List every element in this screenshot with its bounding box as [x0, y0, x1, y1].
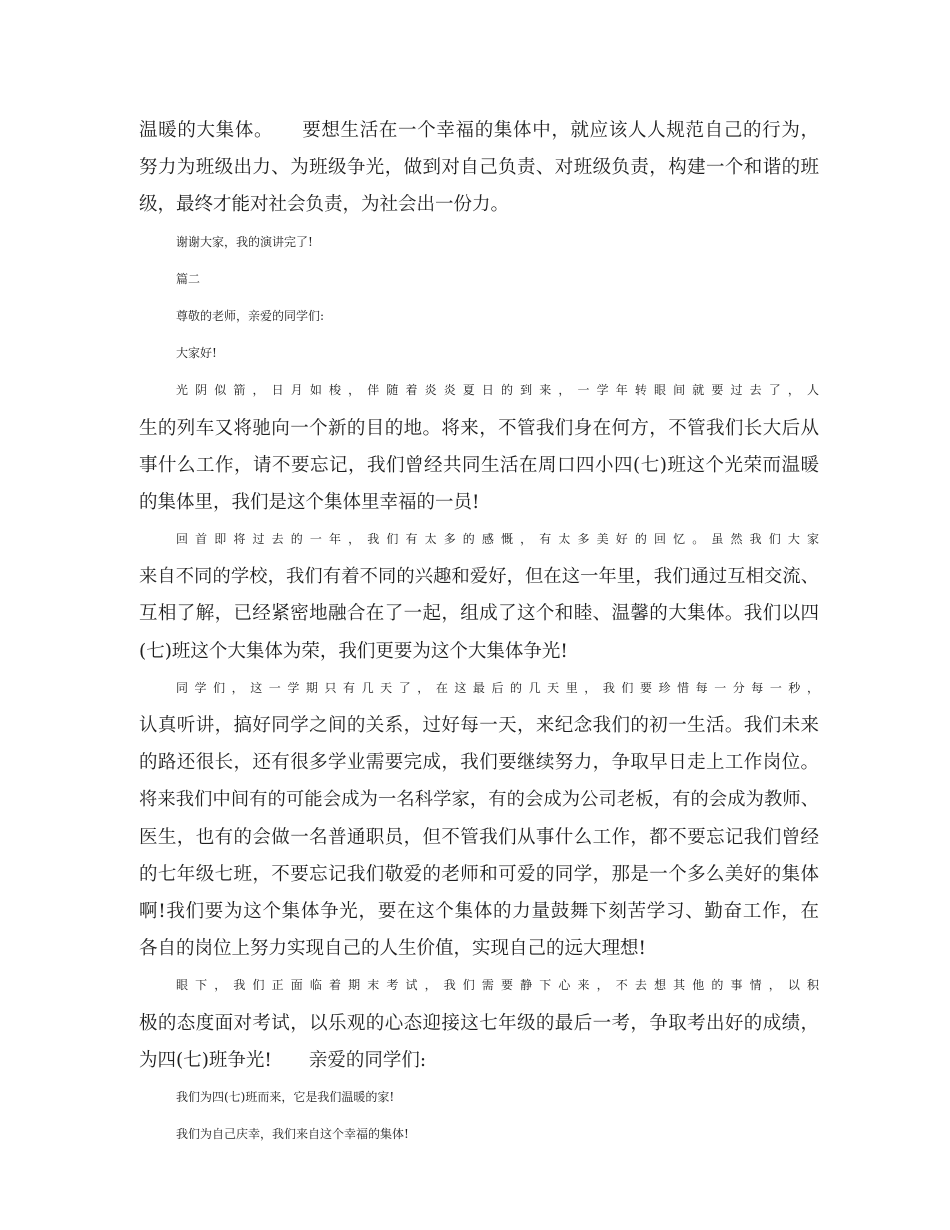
text-line: 同学们，这一学期只有几天了，在这最后的几天里，我们要珍惜每一分每一秒，	[176, 680, 819, 695]
text-line: 将来我们中间有的可能会成为一名科学家，有的会成为公司老板，有的会成为教师、	[139, 789, 819, 811]
text-line: 大家好!	[176, 346, 217, 361]
text-line: 我们为四(七)班而来，它是我们温暖的家!	[176, 1089, 395, 1104]
text-line: 各自的岗位上努力实现自己的人生价值，实现自己的远大理想!	[139, 938, 646, 960]
text-line: 认真听讲，搞好同学之间的关系，过好每一天，来纪念我们的初一生活。我们未来	[139, 715, 819, 736]
text-line: 的集体里，我们是这个集体里幸福的一员!	[139, 491, 480, 513]
text-line: 极的态度面对考试，以乐观的心态迎接这七年级的最后一考，争取考出好的成绩，	[139, 1012, 819, 1034]
text-line: 温暖的大集体。 要想生活在一个幸福的集体中，就应该人人规范自己的行为，	[139, 120, 819, 141]
text-line: 啊!我们要为这个集体争光，要在这个集体的力量鼓舞下刻苦学习、勤奋工作，在	[139, 900, 819, 922]
text-line: 光阴似箭，日月如梭，伴随着炎炎夏日的到来，一学年转眼间就要过去了，人	[176, 383, 819, 398]
text-line: 互相了解，已经紧密地融合在了一起，组成了这个和睦、温馨的大集体。我们以四	[139, 603, 819, 625]
text-line: 的路还很长，还有很多学业需要完成，我们要继续努力，争取早日走上工作岗位。	[139, 752, 819, 774]
text-line: 医生，也有的会做一名普通职员，但不管我们从事什么工作，都不要忘记我们曾经	[139, 826, 819, 848]
text-line: (七)班这个大集体为荣，我们更要为这个大集体争光!	[139, 640, 568, 662]
text-line: 的七年级七班，不要忘记我们敬爱的老师和可爱的同学，那是一个多么美好的集体	[139, 863, 819, 885]
text-line: 为四(七)班争光! 亲爱的同学们:	[139, 1049, 427, 1071]
text-line: 生的列车又将驰向一个新的目的地。将来，不管我们身在何方，不管我们长大后从	[139, 417, 819, 439]
document-body	[139, 112, 819, 1153]
text-line: 来自不同的学校，我们有着不同的兴趣和爱好，但在这一年里，我们通过互相交流、	[139, 566, 819, 588]
text-line: 篇二	[176, 271, 201, 286]
text-line: 尊敬的老师，亲爱的同学们:	[176, 308, 325, 323]
text-line: 努力为班级出力、为班级争光，做到对自己负责、对班级负责，构建一个和谐的班	[139, 157, 819, 179]
text-line: 事什么工作，请不要忘记，我们曾经共同生活在周口四小四(七)班这个光荣而温暖	[139, 454, 819, 476]
text-line: 回首即将过去的一年，我们有太多的感慨，有太多美好的回忆。虽然我们大家	[176, 532, 819, 547]
text-line: 眼下，我们正面临着期末考试，我们需要静下心来，不去想其他的事情，以积	[176, 978, 819, 993]
text-line: 谢谢大家，我的演讲完了!	[176, 234, 313, 249]
text-line: 我们为自己庆幸，我们来自这个幸福的集体!	[176, 1127, 409, 1142]
text-line: 级，最终才能对社会负责，为社会出一份力。	[139, 194, 510, 216]
